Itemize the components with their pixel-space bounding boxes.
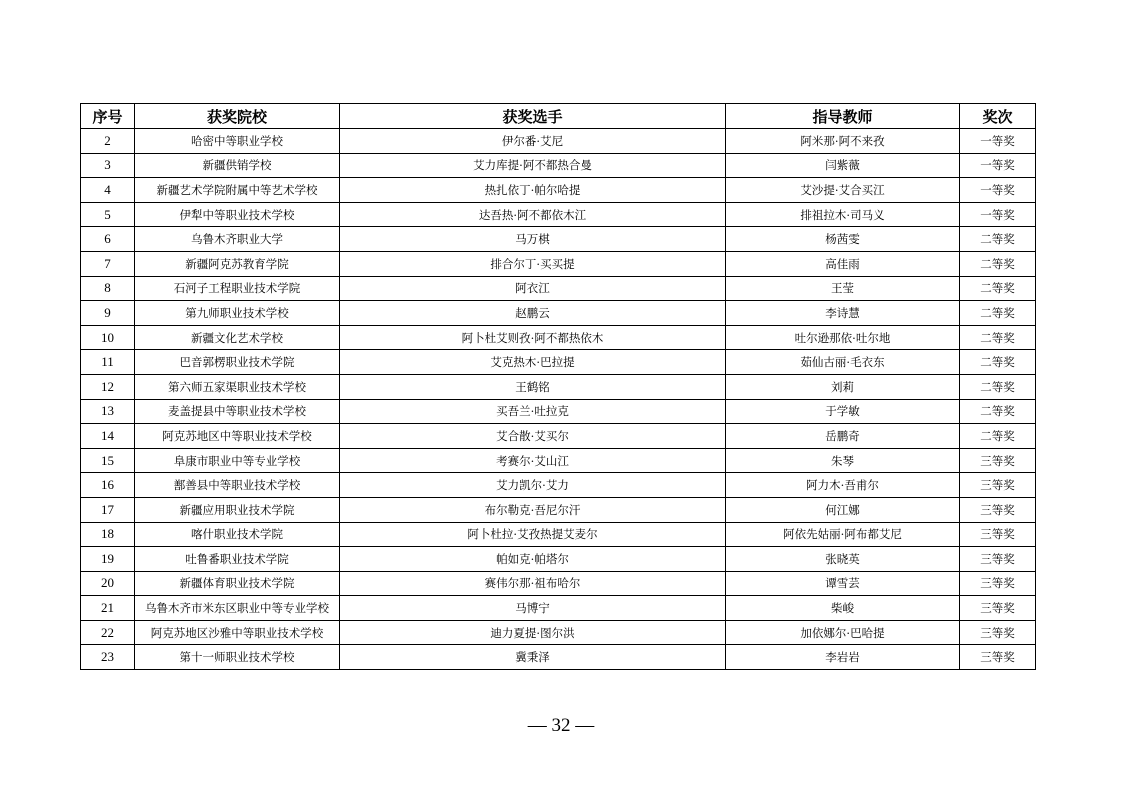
table-row <box>81 571 1036 596</box>
table-row <box>81 202 1036 227</box>
cell-school: 第九师职业技术学校 <box>135 301 340 326</box>
cell-award: 三等奖 <box>960 522 1036 547</box>
cell-index: 7 <box>81 251 135 276</box>
cell-school: 第十一师职业技术学校 <box>135 645 340 670</box>
cell-school: 伊犁中等职业技术学校 <box>135 202 340 227</box>
cell-instructor: 柴峻 <box>726 596 960 621</box>
cell-contestant: 艾力凯尔·艾力 <box>340 473 726 498</box>
cell-award: 二等奖 <box>960 276 1036 301</box>
cell-instructor: 阿米那·阿不来孜 <box>726 129 960 154</box>
table-row <box>81 596 1036 621</box>
table-row <box>81 178 1036 203</box>
table-row <box>81 153 1036 178</box>
table-row <box>81 301 1036 326</box>
cell-award: 二等奖 <box>960 227 1036 252</box>
cell-index: 16 <box>81 473 135 498</box>
cell-contestant: 冀秉泽 <box>340 645 726 670</box>
table-row <box>81 374 1036 399</box>
table-row <box>81 448 1036 473</box>
cell-index: 22 <box>81 620 135 645</box>
table-row <box>81 350 1036 375</box>
cell-award: 二等奖 <box>960 424 1036 449</box>
cell-instructor: 阿依先姑丽·阿布都艾尼 <box>726 522 960 547</box>
table-row <box>81 424 1036 449</box>
cell-index: 21 <box>81 596 135 621</box>
cell-instructor: 李岩岩 <box>726 645 960 670</box>
cell-index: 3 <box>81 153 135 178</box>
cell-award: 一等奖 <box>960 129 1036 154</box>
cell-award: 一等奖 <box>960 153 1036 178</box>
cell-instructor: 艾沙提·艾合买江 <box>726 178 960 203</box>
cell-instructor: 张晓英 <box>726 547 960 572</box>
cell-contestant: 马博宁 <box>340 596 726 621</box>
cell-index: 5 <box>81 202 135 227</box>
cell-index: 15 <box>81 448 135 473</box>
cell-contestant: 伊尔番·艾尼 <box>340 129 726 154</box>
cell-instructor: 李诗慧 <box>726 301 960 326</box>
cell-contestant: 王鹤铭 <box>340 374 726 399</box>
cell-instructor: 谭雪芸 <box>726 571 960 596</box>
header-instructor: 指导教师 <box>726 104 960 129</box>
header-contestant: 获奖选手 <box>340 104 726 129</box>
cell-contestant: 排合尔丁·买买提 <box>340 251 726 276</box>
cell-school: 喀什职业技术学院 <box>135 522 340 547</box>
cell-contestant: 赵鹏云 <box>340 301 726 326</box>
table-row <box>81 227 1036 252</box>
cell-award: 二等奖 <box>960 350 1036 375</box>
cell-award: 二等奖 <box>960 325 1036 350</box>
cell-instructor: 王莹 <box>726 276 960 301</box>
cell-school: 阿克苏地区中等职业技术学校 <box>135 424 340 449</box>
table-header-row <box>81 104 1036 129</box>
cell-school: 乌鲁木齐市米东区职业中等专业学校 <box>135 596 340 621</box>
cell-award: 二等奖 <box>960 399 1036 424</box>
awards-table <box>80 103 1036 670</box>
header-award: 奖次 <box>960 104 1036 129</box>
cell-contestant: 买吾兰·吐拉克 <box>340 399 726 424</box>
cell-award: 三等奖 <box>960 547 1036 572</box>
cell-school: 新疆应用职业技术学院 <box>135 497 340 522</box>
cell-contestant: 艾合散·艾买尔 <box>340 424 726 449</box>
cell-index: 6 <box>81 227 135 252</box>
page-number: — 32 — <box>527 715 595 736</box>
cell-index: 23 <box>81 645 135 670</box>
table-row <box>81 473 1036 498</box>
cell-index: 13 <box>81 399 135 424</box>
cell-contestant: 考赛尔·艾山江 <box>340 448 726 473</box>
cell-award: 一等奖 <box>960 178 1036 203</box>
cell-school: 新疆供销学校 <box>135 153 340 178</box>
cell-award: 三等奖 <box>960 571 1036 596</box>
cell-instructor: 杨茜雯 <box>726 227 960 252</box>
table-row <box>81 645 1036 670</box>
header-index: 序号 <box>81 104 135 129</box>
cell-instructor: 吐尔逊那依·吐尔地 <box>726 325 960 350</box>
cell-award: 一等奖 <box>960 202 1036 227</box>
cell-award: 三等奖 <box>960 497 1036 522</box>
table-row <box>81 522 1036 547</box>
cell-instructor: 刘莉 <box>726 374 960 399</box>
cell-index: 10 <box>81 325 135 350</box>
cell-instructor: 何江娜 <box>726 497 960 522</box>
cell-school: 新疆阿克苏教育学院 <box>135 251 340 276</box>
cell-instructor: 朱琴 <box>726 448 960 473</box>
table-row <box>81 497 1036 522</box>
cell-instructor: 加依娜尔·巴哈提 <box>726 620 960 645</box>
cell-contestant: 马万棋 <box>340 227 726 252</box>
header-school: 获奖院校 <box>135 104 340 129</box>
cell-instructor: 高佳雨 <box>726 251 960 276</box>
cell-award: 三等奖 <box>960 645 1036 670</box>
table-row <box>81 399 1036 424</box>
cell-contestant: 阿卜杜拉·艾孜热提艾麦尔 <box>340 522 726 547</box>
cell-award: 三等奖 <box>960 448 1036 473</box>
cell-school: 新疆体育职业技术学院 <box>135 571 340 596</box>
cell-school: 吐鲁番职业技术学院 <box>135 547 340 572</box>
cell-contestant: 帕如克·帕塔尔 <box>340 547 726 572</box>
cell-award: 二等奖 <box>960 301 1036 326</box>
cell-contestant: 阿衣江 <box>340 276 726 301</box>
cell-school: 新疆文化艺术学校 <box>135 325 340 350</box>
cell-instructor: 排祖拉木·司马义 <box>726 202 960 227</box>
cell-instructor: 茹仙古丽·毛衣东 <box>726 350 960 375</box>
cell-index: 4 <box>81 178 135 203</box>
cell-contestant: 热扎依丁·帕尔哈提 <box>340 178 726 203</box>
awards-table-container <box>80 103 1035 670</box>
table-body <box>81 129 1036 670</box>
cell-instructor: 闫紫薇 <box>726 153 960 178</box>
cell-award: 三等奖 <box>960 620 1036 645</box>
cell-instructor: 于学敏 <box>726 399 960 424</box>
cell-contestant: 艾克热木·巴拉提 <box>340 350 726 375</box>
cell-award: 三等奖 <box>960 596 1036 621</box>
cell-contestant: 迪力夏提·图尔洪 <box>340 620 726 645</box>
cell-instructor: 岳鹏奇 <box>726 424 960 449</box>
cell-school: 阜康市职业中等专业学校 <box>135 448 340 473</box>
cell-contestant: 艾力库提·阿不都热合曼 <box>340 153 726 178</box>
table-row <box>81 251 1036 276</box>
cell-award: 二等奖 <box>960 374 1036 399</box>
cell-index: 20 <box>81 571 135 596</box>
table-row <box>81 620 1036 645</box>
cell-contestant: 布尔勒克·吾尼尔汗 <box>340 497 726 522</box>
cell-school: 乌鲁木齐职业大学 <box>135 227 340 252</box>
table-row <box>81 129 1036 154</box>
cell-school: 巴音郭楞职业技术学院 <box>135 350 340 375</box>
cell-contestant: 阿卜杜艾则孜·阿不都热依木 <box>340 325 726 350</box>
cell-index: 17 <box>81 497 135 522</box>
cell-school: 新疆艺术学院附属中等艺术学校 <box>135 178 340 203</box>
cell-award: 三等奖 <box>960 473 1036 498</box>
table-row <box>81 547 1036 572</box>
cell-index: 2 <box>81 129 135 154</box>
cell-index: 18 <box>81 522 135 547</box>
table-row <box>81 276 1036 301</box>
cell-contestant: 达吾热·阿不都依木江 <box>340 202 726 227</box>
cell-index: 11 <box>81 350 135 375</box>
cell-index: 19 <box>81 547 135 572</box>
cell-contestant: 赛伟尔那·祖布哈尔 <box>340 571 726 596</box>
cell-school: 阿克苏地区沙雅中等职业技术学校 <box>135 620 340 645</box>
cell-index: 14 <box>81 424 135 449</box>
table-row <box>81 325 1036 350</box>
cell-index: 8 <box>81 276 135 301</box>
cell-index: 12 <box>81 374 135 399</box>
cell-school: 麦盖提县中等职业技术学校 <box>135 399 340 424</box>
cell-index: 9 <box>81 301 135 326</box>
cell-award: 二等奖 <box>960 251 1036 276</box>
cell-instructor: 阿力木·吾甫尔 <box>726 473 960 498</box>
cell-school: 第六师五家渠职业技术学校 <box>135 374 340 399</box>
cell-school: 石河子工程职业技术学院 <box>135 276 340 301</box>
cell-school: 哈密中等职业学校 <box>135 129 340 154</box>
cell-school: 鄯善县中等职业技术学校 <box>135 473 340 498</box>
